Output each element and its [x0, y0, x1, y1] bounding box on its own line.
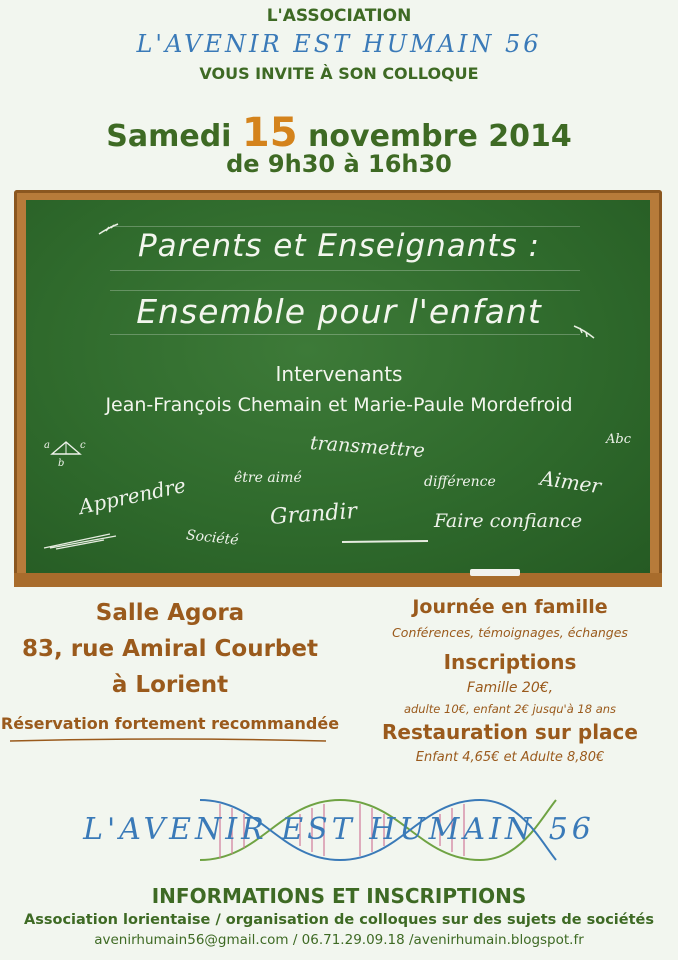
family-day-details: Conférences, témoignages, échanges [392, 625, 628, 640]
inscriptions-heading: Inscriptions [443, 650, 577, 674]
board-rule [110, 290, 580, 291]
diagram-label-b: b [58, 458, 65, 469]
diagram-label-a: a [44, 440, 50, 451]
restauration-heading: Restauration sur place [382, 720, 638, 744]
reservation-note: Réservation fortement recommandée [0, 714, 340, 733]
venue-street: 83, rue Amiral Courbet [22, 636, 318, 662]
date-suffix: novembre 2014 [308, 119, 572, 154]
speakers-heading: Intervenants [275, 362, 403, 386]
word-difference: différence [424, 474, 496, 490]
word-aimer: Aimer [538, 465, 603, 499]
word-faire-confiance: Faire confiance [434, 510, 583, 532]
date-day: 15 [241, 110, 298, 156]
price-family: Famille 20€, [466, 680, 554, 696]
chalk-stick [470, 569, 520, 576]
reservation-underline-icon [8, 736, 328, 744]
word-apprendre: Apprendre [76, 472, 188, 520]
word-societe: Société [185, 527, 240, 549]
word-etre-aime: être aimé [234, 470, 302, 486]
venue-name: Salle Agora [95, 600, 245, 626]
chalk-underline-icon [340, 538, 430, 546]
event-hours: de 9h30 à 16h30 [226, 150, 452, 178]
footer-contacts: avenirhumain56@gmail.com / 06.71.29.09.18 /avenirhumain.blogspot.fr [94, 932, 584, 948]
family-day-heading: Journée en famille [412, 596, 608, 618]
footer-heading: INFORMATIONS ET INSCRIPTIONS [151, 884, 527, 908]
restauration-prices: Enfant 4,65€ et Adulte 8,80€ [415, 750, 605, 765]
price-details: adulte 10€, enfant 2€ jusqu'à 18 ans [403, 702, 617, 716]
board-title-line2: Ensemble pour l'enfant [136, 292, 542, 331]
word-transmettre: transmettre [309, 432, 426, 462]
invite-text: VOUS INVITE À SON COLLOQUE [199, 64, 479, 83]
speakers-names: Jean-François Chemain et Marie-Paule Mordefroid [105, 394, 573, 416]
board-rule [110, 226, 580, 227]
date-prefix: Samedi [106, 119, 232, 154]
association-label: L'ASSOCIATION [266, 6, 412, 26]
brand-name: L'AVENIR EST HUMAIN 56 [136, 30, 542, 58]
word-grandir: Grandir [269, 498, 358, 531]
board-title-line1: Parents et Enseignants : [137, 228, 541, 264]
footer-description: Association lorientaise / organisation de colloques sur des sujets de sociétés [24, 912, 654, 928]
chalk-tray [14, 573, 662, 587]
board-rule [110, 270, 580, 271]
board-rule [110, 334, 580, 335]
word-abc: Abc [606, 432, 631, 447]
venue-city: à Lorient [111, 672, 229, 698]
chalk-scribble-icon [40, 528, 120, 552]
footer-logo: L'AVENIR EST HUMAIN 56 [83, 812, 595, 847]
diagram-label-c: c [80, 440, 86, 451]
